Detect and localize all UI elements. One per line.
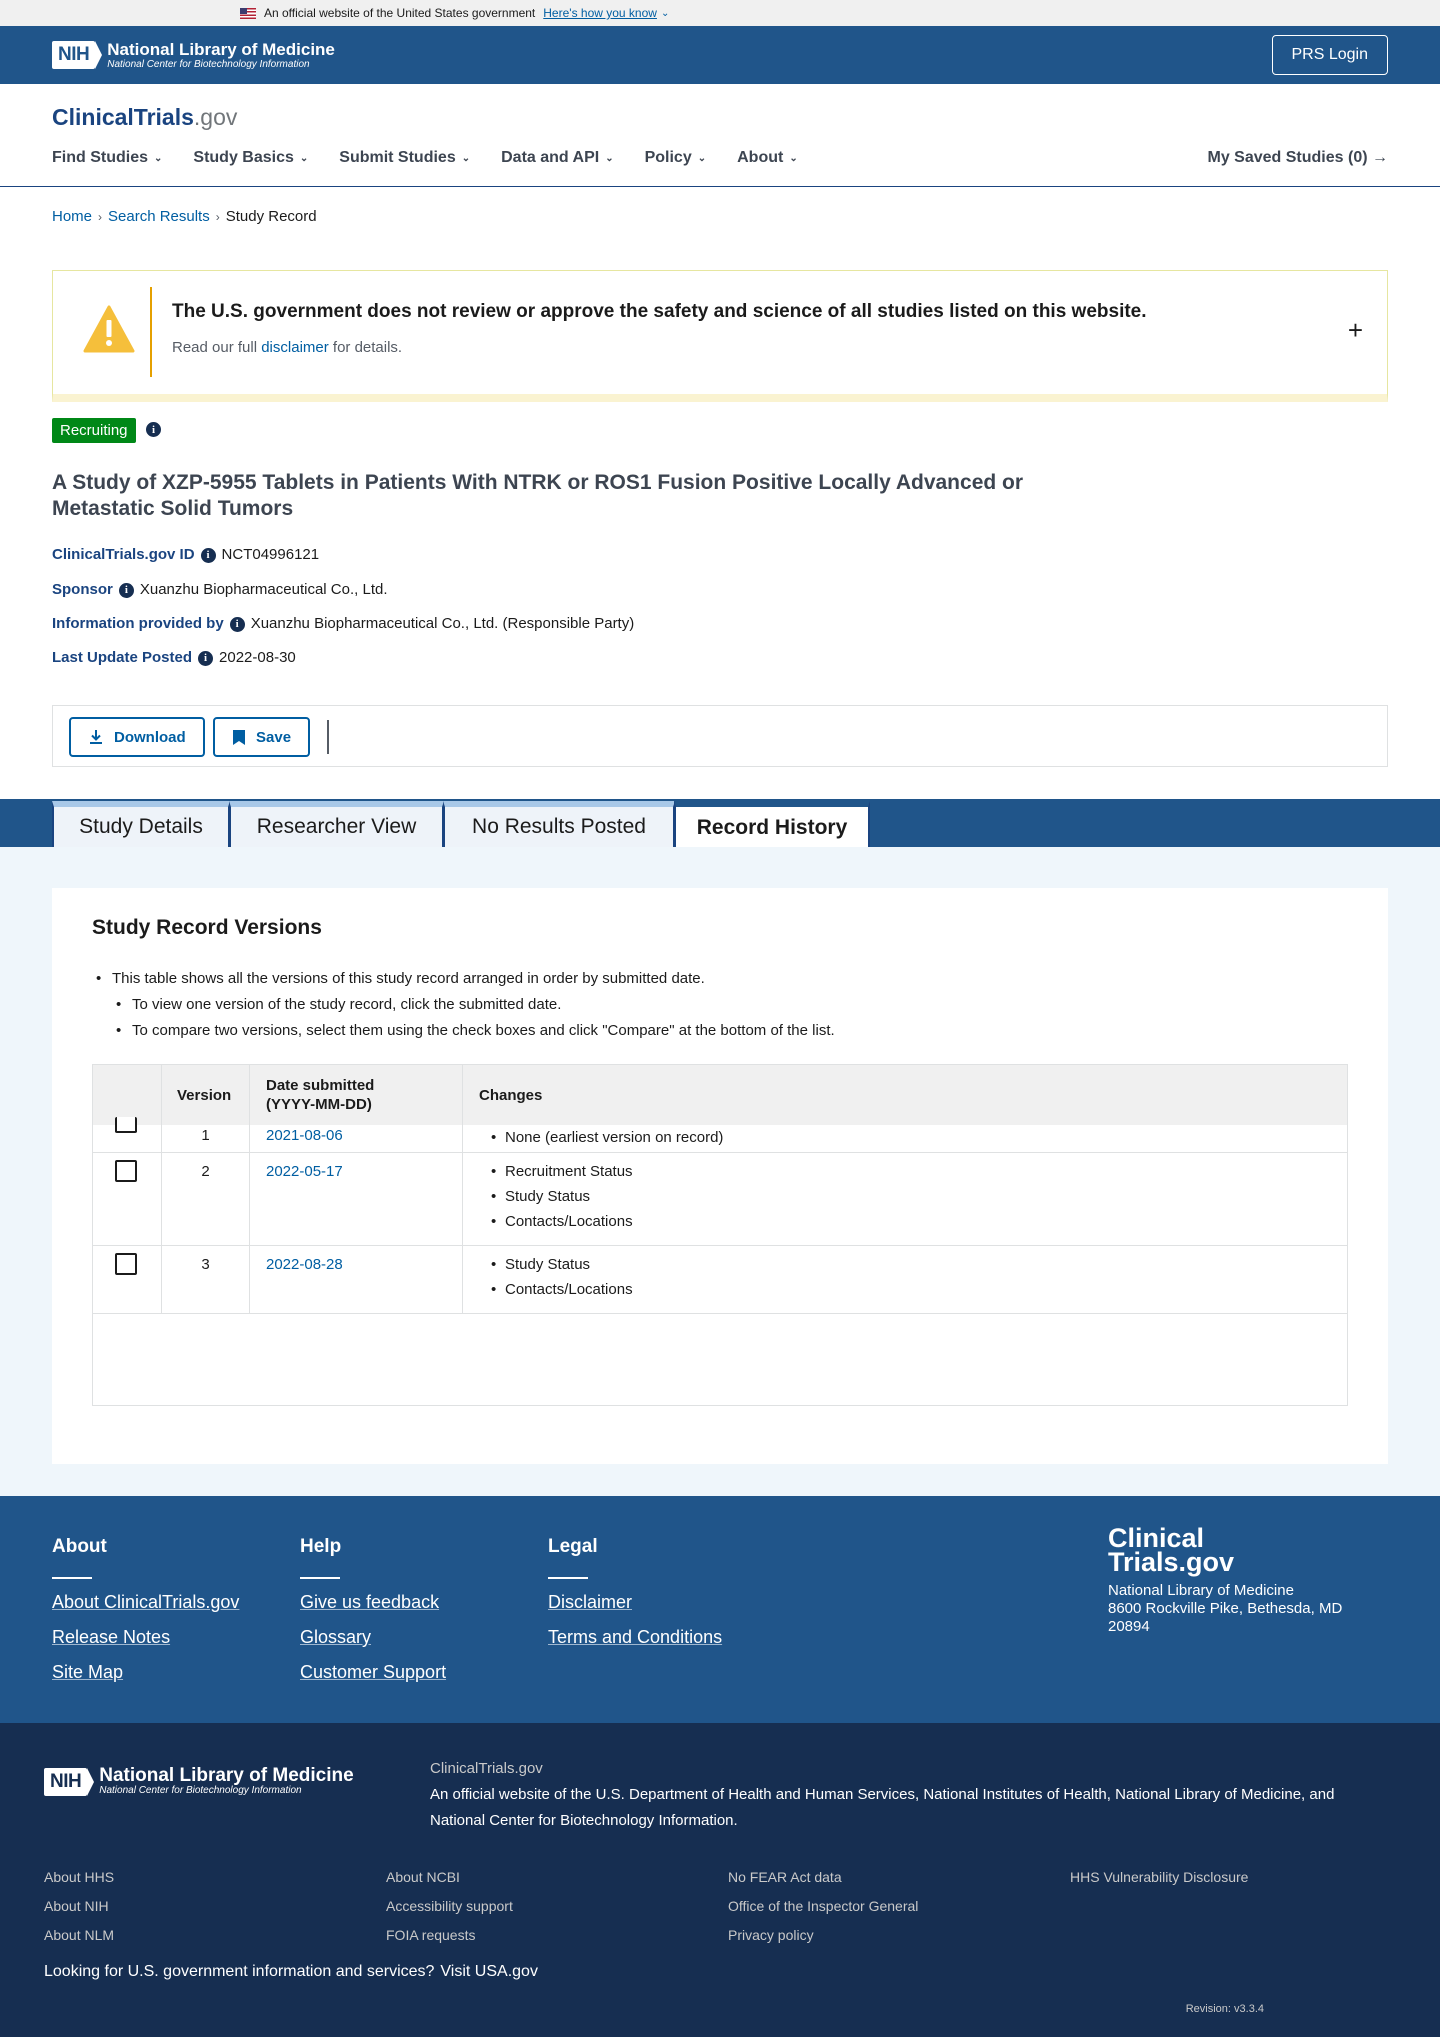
clinicaltrials-logo[interactable] <box>52 104 237 131</box>
change-item: • Contacts/Locations <box>487 1209 633 1234</box>
warning-icon <box>83 305 135 353</box>
nih-header <box>0 26 1440 84</box>
footer-rule <box>300 1577 340 1579</box>
nlm-footer <box>0 1723 1440 2037</box>
footer-link[interactable]: Disclaimer <box>548 1592 633 1612</box>
chevron-right-icon: › <box>98 209 103 224</box>
footer-link[interactable]: About NLM <box>44 1927 115 1943</box>
how-you-know-link[interactable]: Here's how you know <box>543 6 657 20</box>
download-label: Download <box>114 728 186 746</box>
save-label: Save <box>256 728 292 746</box>
arrow-right-icon: → <box>1372 149 1388 166</box>
footer-link[interactable]: Office of the Inspector General <box>728 1898 919 1914</box>
chevron-down-icon: ⌄ <box>299 152 309 164</box>
versions-table <box>92 1064 1348 1406</box>
saved-studies-link[interactable] <box>1208 149 1389 167</box>
version-number: 2 <box>161 1153 249 1245</box>
footer-link[interactable]: No FEAR Act data <box>728 1869 842 1885</box>
site-footer <box>0 1496 1440 1723</box>
revision-label: Revision: v3.3.4 <box>1185 2003 1264 2015</box>
ncbi-subtitle: National Center for Biotechnology Information <box>107 58 310 70</box>
version-changes <box>462 1246 633 1313</box>
address-line: 8600 Rockville Pike, Bethesda, MD <box>1108 1600 1343 1617</box>
nav-label: Find Studies <box>52 149 148 166</box>
disclaimer-pre: Read our full <box>172 339 262 356</box>
nlm-title: National Library of Medicine <box>107 39 335 59</box>
usa-text: Looking for U.S. government information and services? <box>44 1963 435 1980</box>
download-icon <box>88 729 104 745</box>
nav-label: About <box>737 149 784 166</box>
footer-link[interactable]: Terms and Conditions <box>548 1627 723 1647</box>
sponsor-label: Sponsor <box>52 581 113 598</box>
table-row <box>93 1246 1347 1314</box>
us-flag-icon <box>240 8 256 19</box>
download-button[interactable] <box>69 717 205 757</box>
sponsor-row <box>52 581 388 598</box>
chevron-down-icon: ⌄ <box>697 152 707 164</box>
disclaimer-text <box>172 339 402 356</box>
version-date-cell <box>249 1153 462 1245</box>
study-id-label: ClinicalTrials.gov ID <box>52 546 195 563</box>
col-date-submitted <box>249 1065 374 1125</box>
nav-label: Policy <box>644 149 692 166</box>
col-version: Version <box>177 1086 232 1104</box>
tab-researcher-view[interactable]: Researcher View <box>229 801 444 847</box>
footer-legal-column <box>548 1536 722 1662</box>
table-header <box>93 1065 1347 1125</box>
last-update-row <box>52 649 296 666</box>
info-icon[interactable]: i <box>146 422 161 437</box>
footer-link[interactable]: Accessibility support <box>386 1898 513 1914</box>
nih-link[interactable]: National Institutes of Health <box>923 1786 1107 1803</box>
version-date-link[interactable]: 2022-05-17 <box>266 1163 343 1180</box>
bookmark-icon <box>232 729 246 746</box>
footer-link[interactable]: About ClinicalTrials.gov <box>52 1592 240 1612</box>
tabs-bar <box>0 799 1440 847</box>
footer-link[interactable]: Site Map <box>52 1662 124 1682</box>
breadcrumb-home[interactable]: Home <box>52 208 93 225</box>
nav-study-basics[interactable] <box>193 149 308 167</box>
footer-link[interactable]: FOIA requests <box>386 1927 476 1943</box>
version-checkbox[interactable] <box>115 1160 137 1182</box>
footer-links-col3 <box>728 1863 918 1950</box>
change-item: • Contacts/Locations <box>487 1277 633 1302</box>
info-provided-label: Information provided by <box>52 615 224 632</box>
last-update-value: 2022-08-30 <box>219 649 296 666</box>
tab-record-history[interactable]: Record History <box>674 801 870 849</box>
table-row <box>93 1125 1347 1153</box>
nav-label: Data and API <box>501 149 600 166</box>
info-provided-value: Xuanzhu Biopharmaceutical Co., Ltd. (Responsible Party) <box>250 615 635 632</box>
expand-plus-icon[interactable]: + <box>1347 315 1363 345</box>
chevron-down-icon: ⌄ <box>461 152 471 164</box>
gov-banner <box>0 0 1440 26</box>
instruction-item: • To view one version of the study record, click the submitted date. <box>92 992 835 1018</box>
action-bar <box>52 705 1388 767</box>
site-header <box>0 84 1440 187</box>
nav-label: Submit Studies <box>339 149 456 166</box>
disclaimer-title: The U.S. government does not review or approve the safety and science of all studies listed on this website. <box>172 301 1147 322</box>
nih-logo-mark: NIH <box>44 1768 87 1796</box>
logo-gov: .gov <box>193 104 238 130</box>
footer-links-col4 <box>1070 1863 1248 1892</box>
footer-address <box>1108 1582 1342 1636</box>
footer-site-name: ClinicalTrials.gov <box>430 1760 543 1777</box>
col-changes: Changes <box>462 1065 542 1125</box>
version-date-cell <box>249 1246 462 1313</box>
breadcrumb-search-results[interactable]: Search Results <box>108 208 210 225</box>
usa-gov-row <box>44 1963 538 1981</box>
breadcrumb <box>52 208 317 225</box>
address-line: National Library of Medicine <box>1108 1582 1294 1599</box>
footer-links-col2 <box>386 1863 513 1950</box>
versions-instructions <box>92 966 835 1044</box>
info-icon[interactable]: i <box>119 583 134 598</box>
footer-link[interactable]: About NCBI <box>386 1869 460 1885</box>
nlm-logo[interactable] <box>52 40 335 71</box>
footer-rule <box>548 1577 588 1579</box>
info-icon[interactable]: i <box>198 651 213 666</box>
version-date-cell <box>249 1125 462 1152</box>
footer-legal-heading: Legal <box>548 1536 598 1557</box>
hhs-link[interactable]: U.S. Department of Health and Human Services <box>595 1786 915 1803</box>
info-provided-row <box>52 615 634 632</box>
chevron-down-icon: ⌄ <box>789 152 798 164</box>
ncbi-subtitle: National Center for Biotechnology Information <box>99 1785 302 1796</box>
footer-link[interactable]: HHS Vulnerability Disclosure <box>1070 1869 1249 1885</box>
col-date-line2: (YYYY-MM-DD) <box>266 1096 372 1113</box>
footer-about-column <box>52 1536 239 1697</box>
sponsor-value: Xuanzhu Biopharmaceutical Co., Ltd. <box>139 581 388 598</box>
main-nav <box>52 149 829 167</box>
official-pre: An official website of the <box>430 1786 596 1803</box>
instruction-item: • To compare two versions, select them using the check boxes and click "Compare" at the bottom of the list. <box>92 1018 835 1044</box>
logo-main: ClinicalTrials <box>52 104 194 130</box>
study-title: A Study of XZP-5955 Tablets in Patients With NTRK or ROS1 Fusion Positive Locally Advanced or Metastatic Solid Tumors <box>52 471 1024 520</box>
gov-banner-text: An official website of the United States government <box>264 6 536 20</box>
change-item: • Recruitment Status <box>487 1159 633 1184</box>
chevron-right-icon: › <box>215 209 220 224</box>
versions-heading: Study Record Versions <box>92 916 322 939</box>
disclaimer-link[interactable]: disclaimer <box>261 339 329 356</box>
footer-about-heading: About <box>52 1536 107 1557</box>
version-date-link[interactable]: 2021-08-06 <box>266 1127 343 1144</box>
version-date-link[interactable]: 2022-08-28 <box>266 1256 343 1273</box>
tab-no-results-posted[interactable]: No Results Posted <box>443 801 675 847</box>
version-changes <box>462 1153 633 1245</box>
nav-submit-studies[interactable] <box>339 149 470 167</box>
footer-link[interactable]: Glossary <box>300 1627 372 1647</box>
table-row <box>93 1153 1347 1246</box>
footer-link[interactable]: Customer Support <box>300 1662 447 1682</box>
nih-logo-mark: NIH <box>52 41 95 69</box>
action-divider <box>327 720 329 754</box>
nlm-footer-logo[interactable] <box>44 1766 354 1797</box>
study-id-row <box>52 546 319 563</box>
prs-login-button[interactable]: PRS Login <box>1272 35 1389 75</box>
chevron-down-icon[interactable]: ⌄ <box>660 7 670 19</box>
official-statement: ClinicalTrials.gov An official website of the U.S. Department of Health and Human Services, National Institutes of Health, National Library of Medicine, and National Center for Biotechnology Information. <box>430 1756 1360 1834</box>
address-line: 20894 <box>1108 1618 1150 1635</box>
nav-about[interactable] <box>737 149 798 167</box>
instruction-item: • This table shows all the versions of this study record arranged in order by submitted date. <box>92 966 835 992</box>
footer-brand-line2: Trials.gov <box>1108 1547 1235 1577</box>
nav-label: Study Basics <box>193 149 294 166</box>
disclaimer-post: for details. <box>328 339 403 356</box>
footer-help-heading: Help <box>300 1536 342 1557</box>
nav-policy[interactable] <box>645 149 707 167</box>
saved-studies-label: My Saved Studies (0) <box>1207 149 1368 166</box>
ncbi-link[interactable]: National Center for Biotechnology Information <box>430 1812 734 1829</box>
info-icon[interactable]: i <box>201 548 216 563</box>
footer-link[interactable]: Release Notes <box>52 1627 171 1647</box>
nlm-link[interactable]: National Library of Medicine <box>1115 1786 1302 1803</box>
official-and: and <box>1309 1786 1335 1803</box>
version-changes <box>462 1125 723 1152</box>
chevron-down-icon: ⌄ <box>605 152 614 164</box>
alert-divider <box>150 287 152 377</box>
info-icon[interactable]: i <box>230 617 245 632</box>
tab-study-details[interactable]: Study Details <box>52 801 230 847</box>
nav-data-api[interactable] <box>501 149 613 167</box>
chevron-down-icon: ⌄ <box>154 152 163 164</box>
version-checkbox[interactable] <box>115 1117 137 1133</box>
change-item: • Study Status <box>487 1184 633 1209</box>
save-button[interactable] <box>213 717 310 757</box>
last-update-label: Last Update Posted <box>52 649 193 666</box>
footer-rule <box>52 1577 92 1579</box>
version-number: 1 <box>161 1125 249 1152</box>
change-item: • Study Status <box>487 1252 633 1277</box>
footer-links-col1 <box>44 1863 114 1950</box>
usa-gov-link[interactable]: Visit USA.gov <box>440 1963 538 1980</box>
breadcrumb-current: Study Record <box>225 208 317 225</box>
col-date-line1: Date submitted <box>266 1077 375 1094</box>
footer-link[interactable]: Privacy policy <box>728 1927 814 1943</box>
record-history-card <box>52 888 1388 1464</box>
footer-help-column <box>300 1536 446 1697</box>
footer-link[interactable]: Give us feedback <box>300 1592 440 1612</box>
footer-link[interactable]: About NIH <box>44 1898 109 1914</box>
disclaimer-alert <box>52 270 1388 402</box>
footer-link[interactable]: About HHS <box>44 1869 115 1885</box>
footer-brand-line1: Clinical <box>1108 1523 1205 1553</box>
status-badge: Recruiting <box>52 418 136 443</box>
change-item: • None (earliest version on record) <box>487 1125 723 1150</box>
footer-brand <box>1108 1523 1343 1636</box>
version-number: 3 <box>161 1246 249 1313</box>
nlm-title: National Library of Medicine <box>99 1765 354 1786</box>
study-id-value: NCT04996121 <box>221 546 320 563</box>
nav-find-studies[interactable] <box>52 149 162 167</box>
version-checkbox[interactable] <box>115 1253 137 1275</box>
